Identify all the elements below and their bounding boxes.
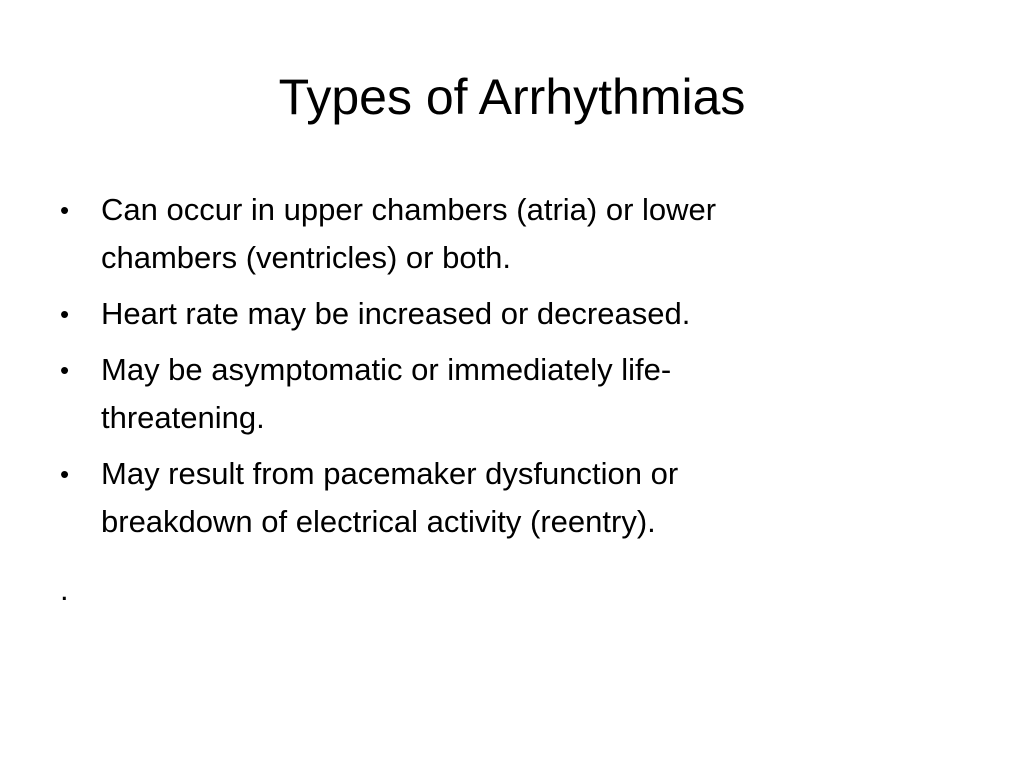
- bullet-dot-icon: •: [60, 355, 70, 385]
- trailing-period: .: [60, 572, 69, 607]
- bullet-item: [58, 450, 821, 546]
- bullet-text: May be asymptomatic or immediately life-threatening.: [101, 352, 672, 435]
- bullet-dot-icon: •: [60, 299, 70, 329]
- slide-title: Types of Arrhythmias: [278, 69, 746, 125]
- bullet-item: [58, 346, 821, 442]
- bullet-item: [58, 186, 821, 282]
- bullet-dot-icon: •: [60, 195, 70, 225]
- bullet-dot-icon: •: [60, 459, 70, 489]
- bullet-text: Heart rate may be increased or decreased.: [101, 296, 691, 331]
- bullet-text: Can occur in upper chambers (atria) or lower chambers (ventricles) or both.: [101, 192, 717, 275]
- bullet-text: May result from pacemaker dysfunction or breakdown of electrical activity (reentry).: [101, 456, 679, 539]
- slide-content: [58, 186, 958, 554]
- bullet-list: [58, 186, 958, 546]
- bullet-item: [58, 290, 821, 338]
